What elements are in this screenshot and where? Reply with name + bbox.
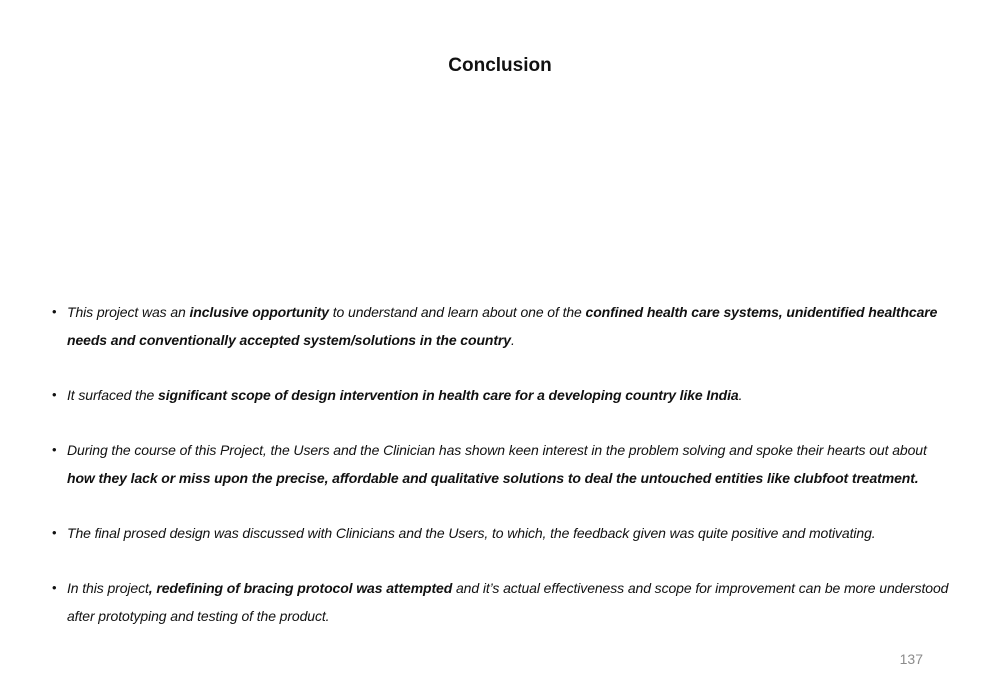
bullet-text-segment-bold: , redefining of bracing protocol was attempted [148,580,453,596]
bullet-text-segment: This project was an [67,304,190,320]
bullet-text-segment-bold: confined health care systems, unidentified healthcare needs and conventionally accepted system/solutions in the country [67,304,938,348]
bullet-item [52,298,952,354]
conclusion-bullet-list [52,298,952,630]
bullet-text-segment: to understand and learn about one of the [328,304,586,320]
bullet-text-segment-bold: significant scope of design intervention in health care for a developing country like India [158,387,739,403]
bullet-item [52,574,952,630]
page-number: 137 [899,651,923,667]
bullet-marker: • [52,442,57,457]
bullet-text-segment: It surfaced the [67,387,159,403]
bullet-item [52,519,952,547]
bullet-text-segment: . [738,387,743,403]
bullet-text-segment-bold: how they lack or miss upon the precise, affordable and qualitative solutions to deal the untouched entities like clubfoot treatment. [67,470,919,486]
bullet-text-segment: During the course of this Project, the Users and the Clinician has shown keen interest in the problem solving and spoke their hearts out about [67,442,927,458]
bullet-marker: • [52,304,57,319]
bullet-marker: • [52,525,57,540]
bullet-marker: • [52,387,57,402]
bullet-text-segment: . [510,332,515,348]
bullet-marker: • [52,580,57,595]
bullet-item [52,381,952,409]
bullet-text-segment: The final prosed design was discussed with Clinicians and the Users, to which, the feedback given was quite positive and motivating. [67,525,876,541]
bullet-text-segment: and it’s actual effectiveness and scope for improvement can be more understood after prototyping and testing of the product. [67,580,949,624]
bullet-item [52,436,952,492]
page-title: Conclusion [448,55,552,76]
bullet-text-segment: In this project [67,580,149,596]
bullet-text-segment-bold: inclusive opportunity [189,304,329,320]
